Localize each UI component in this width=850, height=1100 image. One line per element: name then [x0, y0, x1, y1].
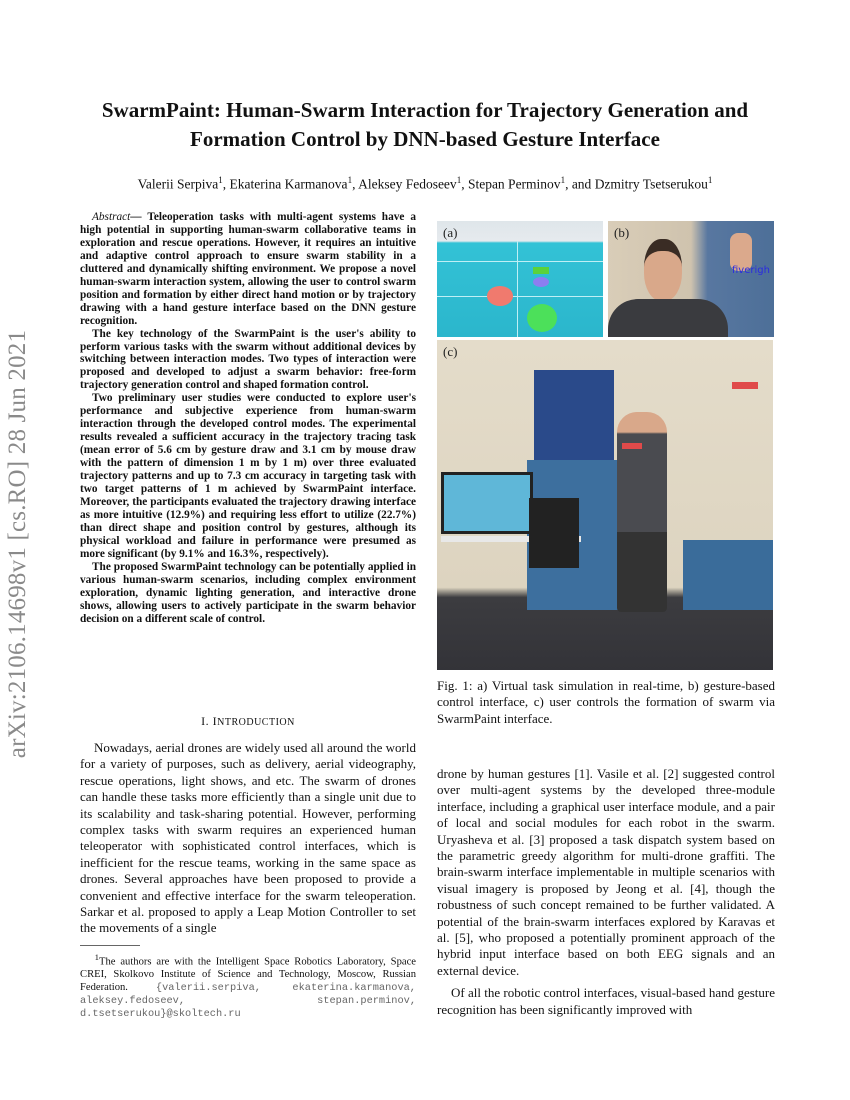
body-paragraph: drone by human gestures [1]. Vasile et al. [2] suggested control over multi-agent systems by the developed three-module interface, including a graphical user interface module, and a pair of local and social modules for each robot in the swarm. Uryasheva et al. [3] proposed a task dispatch system based on the parametric greedy algorithm for multi-drone graffiti. The brain-swarm interface implementable in multiple scenarios with visual imagery is proposed by Jeong et al. [4], though the robustness of such concept remained to be further validated. A potential of the brain-swarm interfaces explored by Karavas et al. [5], who proposed a potentially prominent approach of the hybrid input interface based on both EEG signals and an external device. [437, 766, 775, 978]
abstract [80, 211, 416, 626]
abstract-label: Abstract [92, 211, 131, 223]
affiliation-mark: 1 [218, 175, 223, 185]
figure-caption: Fig. 1: a) Virtual task simulation in real-time, b) gesture-based control interface, c) user controls the formation of swarm via SwarmPaint interface. [437, 678, 775, 726]
body-paragraph: Of all the robotic control interfaces, visual-based hand gesture recognition has been significantly improved with [437, 985, 775, 1017]
section-title-rest: NTRODUCTION [217, 717, 295, 728]
figure-panel-c [437, 340, 773, 670]
abstract-text: — Teleoperation tasks with multi-agent systems have a high potential in supporting human-swarm collaborative teams in exploration and rescue operations. However, it requires an intuitive and adaptive control approach to ensure swarm stability in a cluttered and dynamically shifting environment. We propose a novel human-swarm interaction system, allowing the user to control swarm position and formation by either direct hand motion or by trajectory drawing with a hand gesture interface based on the DNN gesture recognition. [80, 211, 416, 327]
footnote-rule [80, 945, 140, 946]
abstract-paragraph [80, 211, 416, 328]
panel-label-a: (a) [443, 225, 458, 240]
chair [529, 498, 579, 568]
person-standing [617, 412, 667, 612]
author-list: Valerii Serpiva$^1$, Ekaterina Karmanova$^1$, Aleksey Fedoseev$^1$, Stepan Perminov$^1$, and Dzmitry Tsetserukou$^1$ [137, 175, 713, 192]
body-paragraph: Nowadays, aerial drones are widely used all around the world for a variety of purposes, such as delivery, aerial videography, rescue operations, light shows, and etc. The swarm of drones can handle these tasks more efficiently than a single unit due to its scalability and task-sharing potential. However, performing complex tasks with swarm requires an experienced human teleoperator with sophisticated control interfaces, which is inefficient for the rescue teams, working in the same space as drones. Several approaches have been proposed to provide a convenient and effective interface for the swarm teleoperation. Sarkar et al. proposed to apply a Leap Motion Controller to set the movements of a single [80, 740, 416, 936]
footnote-mark: 1 [94, 952, 100, 962]
right-column-text [437, 766, 775, 1018]
target-green [527, 304, 557, 332]
panel-label-b: (b) [614, 225, 630, 240]
monitor [441, 472, 533, 534]
abstract-paragraph: The proposed SwarmPaint technology can be potentially applied in various human-swarm scenarios, including complex environment exploration, dynamic lighting generation, and interactive drone shows, allowing users to actively participate in the swarm behavior decision on a different scale of control. [80, 560, 416, 625]
section-heading [80, 714, 416, 729]
target-red [487, 286, 513, 306]
section-initial: I [212, 714, 218, 728]
abstract-paragraph: Two preliminary user studies were conducted to explore user's performance and subjective experience from human-swarm interaction through the developed control modes. The experimental results revealed a sufficient accuracy in the trajectory tracing task (mean error of 5.6 cm by gesture draw and 3.1 cm by mouse draw with the pattern of dimension 1 m by 1 m) over three evaluated trajectory patterns and up to 7.3 cm accuracy in targeting task with two target patterns of 1 m achieved by SwarmPaint interface. Moreover, the participants evaluated the trajectory drawing interface as more intuitive (12.9%) and requiring less effort to utilize (22.7%) than direct shape and position control by gestures, although its physical workload and failure in performance were presumed as more significant (by 9.1% and 16.3%, respectively). [80, 392, 416, 560]
affiliation-mark: 1 [707, 175, 713, 185]
affiliation-mark: 1 [347, 175, 353, 185]
author: Aleksey Fedoseev [358, 176, 457, 192]
paper-title: SwarmPaint: Human-Swarm Interaction for Trajectory Generation and Formation Control by DNN-based Gesture Interface [101, 98, 749, 151]
figure-panel-a [437, 221, 603, 337]
drone-1 [622, 443, 642, 449]
author: Dzmitry Tsetserukou [594, 176, 708, 192]
section-number: I. [201, 714, 210, 728]
introduction-text [80, 740, 416, 937]
figure-panel-b [608, 221, 774, 337]
affiliation-mark: 1 [456, 175, 462, 185]
abstract-paragraph: The key technology of the SwarmPaint is the user's ability to perform various tasks with the swarm without additional devices by switching between interaction modes. Two types of interaction were proposed and developed to adjust a swarm behavior: free-form trajectory generation control and shaped formation control. [80, 327, 416, 392]
drone-2 [732, 382, 758, 389]
footnote-emails: {valerii.serpiva, ekaterina.karmanova, aleksey.fedoseev, stepan.perminov, d.tsetserukou}@skoltech.ru [80, 982, 416, 1020]
author: Stepan Perminov [467, 176, 561, 192]
author: Valerii Serpiva [137, 176, 219, 192]
gesture-label: fiverigh [732, 265, 770, 276]
footnote [80, 951, 416, 1021]
arxiv-identifier: arXiv:2106.14698v1 [cs.RO] 28 Jun 2021 [4, 329, 31, 759]
storage-boxes-right [683, 540, 773, 610]
target-blue [533, 277, 549, 287]
banner [534, 370, 614, 460]
author: Ekaterina Karmanova [229, 176, 348, 192]
person-body [608, 299, 728, 337]
affiliation-mark: 1 [560, 175, 566, 185]
panel-label-c: (c) [443, 344, 458, 359]
drone-green [533, 267, 549, 274]
footnote-text: The authors are with the Intelligent Space Robotics Laboratory, Space CREI, Skolkovo Institute of Science and Technology, Moscow, Russian Federation. [80, 956, 416, 994]
person-head [644, 239, 682, 301]
